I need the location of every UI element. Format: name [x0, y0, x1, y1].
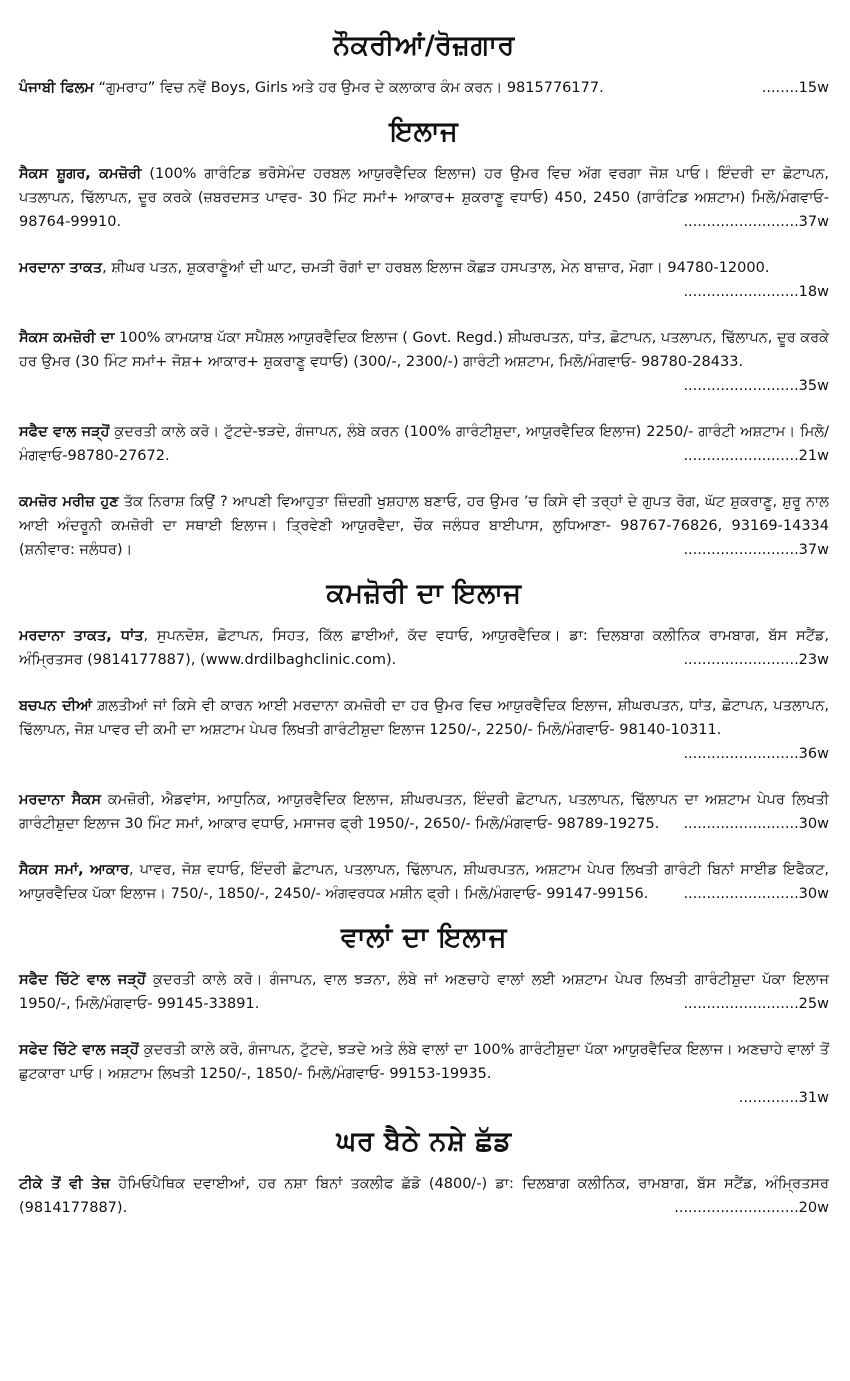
- ad-lead: ਮਰਦਾਨਾ ਸੈਕਸ: [19, 792, 101, 808]
- ad-item: [19, 326, 829, 398]
- ad-item: [19, 420, 829, 468]
- ad-lead: ਟੀਕੇ ਤੋਂ ਵੀ ਤੇਜ਼: [19, 1176, 111, 1192]
- ad-item: [19, 968, 829, 1016]
- ad-code: .........................18w: [683, 284, 829, 300]
- ad-body: ਕੁਦਰਤੀ ਕਾਲੇ ਕਰੋ। ਗੰਜਾਪਨ, ਵਾਲ ਝੜਨਾ, ਲੰਬੇ ਜਾਂ ਅਣਚਾਹੇ ਵਾਲਾਂ ਲਈ ਅਸ਼ਟਾਮ ਪੇਪਰ ਲਿਖਤੀ ਗਾਰੰਟੀਸ਼ੁਦਾ ਪੱਕਾ ਇਲਾਜ 1950/-, ਮਿਲੋ/ਮੰਗਵਾਓ- 99145-33891.: [19, 972, 829, 1012]
- section-title-treatment: ਇਲਾਜ: [389, 116, 459, 147]
- ad-lead: ਸੈਕਸ ਸਮਾਂ, ਆਕਾਰ: [19, 862, 129, 878]
- ad-item: [19, 490, 829, 562]
- ad-body: ਕੁਦਰਤੀ ਕਾਲੇ ਕਰੋ। ਟੁੱਟਦੇ-ਝੜਦੇ, ਗੰਜਾਪਨ, ਲੰਬੇ ਕਰਨ (100% ਗਾਰੰਟੀਸ਼ੁਦਾ, ਆਯੁਰਵੈਦਿਕ ਇਲਾਜ) 2250/- ਗਾਰੰਟੀ ਅਸ਼ਟਾਮ। ਮਿਲੋ/ਮੰਗਵਾਓ-98780-27672.: [19, 424, 829, 464]
- ad-code: .........................21w: [683, 448, 829, 464]
- ad-item: [19, 694, 829, 766]
- ad-body: ਗ਼ਲਤੀਆਂ ਜਾਂ ਕਿਸੇ ਵੀ ਕਾਰਨ ਆਈ ਮਰਦਾਨਾ ਕਮਜ਼ੋਰੀ ਦਾ ਹਰ ਉਮਰ ਵਿਚ ਆਯੁਰਵੈਦਿਕ ਇਲਾਜ, ਸ਼ੀਘਰਪਤਨ, ਧਾਂਤ, ਛੋਟਾਪਨ, ਪਤਲਾਪਨ, ਢਿੱਲਾਪਨ, ਜੋਸ਼ ਪਾਵਰ ਦੀ ਕਮੀ ਦਾ ਅਸ਼ਟਾਮ ਪੇਪਰ ਲਿਖਤੀ ਗਾਰੰਟੀਸ਼ੁਦਾ ਇਲਾਜ 1250/-, 2250/- ਮਿਲੋ/ਮੰਗਵਾਓ- 98140-10311.: [19, 698, 829, 738]
- ad-item: [19, 1172, 829, 1220]
- ad-body: 100% ਕਾਮਯਾਬ ਪੱਕਾ ਸਪੈਸ਼ਲ ਆਯੁਰਵੈਦਿਕ ਇਲਾਜ ( Govt. Regd.) ਸ਼ੀਘਰਪਤਨ, ਧਾਂਤ, ਛੋਟਾਪਨ, ਪਤਲਾਪਨ, ਢਿੱਲਾਪਨ, ਦੂਰ ਕਰਕੇ ਹਰ ਉਮਰ (30 ਮਿੰਟ ਸਮਾਂ+ ਜੋਸ਼+ ਆਕਾਰ+ ਸ਼ੁਕਰਾਣੂ ਵਧਾਓ) (300/-, 2300/-) ਗਾਰੰਟੀ ਅਸ਼ਟਾਮ, ਮਿਲੋ/ਮੰਗਵਾਓ- 98780-28433.: [19, 330, 829, 370]
- ad-code: .........................37w: [683, 542, 829, 558]
- ad-body: ਕੁਦਰਤੀ ਕਾਲੇ ਕਰੋ, ਗੰਜਾਪਨ, ਟੁੱਟਦੇ, ਝੜਦੇ ਅਤੇ ਲੰਬੇ ਵਾਲਾਂ ਦਾ 100% ਗਾਰੰਟੀਸ਼ੁਦਾ ਪੱਕਾ ਆਯੁਰਵੈਦਿਕ ਇਲਾਜ। ਅਣਚਾਹੇ ਵਾਲਾਂ ਤੋਂ ਛੁਟਕਾਰਾ ਪਾਓ। ਅਸ਼ਟਾਮ ਲਿਖਤੀ 1250/-, 1850/- ਮਿਲੋ/ਮੰਗਵਾਓ- 99153-19935.: [19, 1042, 829, 1082]
- ad-code: .........................30w: [683, 886, 829, 902]
- ad-body: , ਸ਼ੀਘਰ ਪਤਨ, ਸ਼ੁਕਰਾਣੂੰਆਂ ਦੀ ਘਾਟ, ਚਮੜੀ ਰੋਗਾਂ ਦਾ ਹਰਬਲ ਇਲਾਜ ਕੋਛੜ ਹਸਪਤਾਲ, ਮੇਨ ਬਾਜ਼ਾਰ, ਮੋਗਾ। 94780-12000.: [102, 260, 770, 276]
- ad-body: , ਸੁਪਨਦੋਸ਼, ਛੋਟਾਪਨ, ਸਿਹਤ, ਕਿੱਲ ਛਾਈਆਂ, ਕੱਦ ਵਧਾਓ, ਆਯੁਰਵੈਦਿਕ। ਡਾ: ਦਿਲਬਾਗ ਕਲੀਨਿਕ ਰਾਮਬਾਗ, ਬੱਸ ਸਟੈਂਡ, ਅੰਮ੍ਰਿਤਸਰ (9814177887), (www.drdilbaghclinic.com).: [19, 628, 829, 668]
- ad-body: ਹੋਮਿਓਪੈਥਿਕ ਦਵਾਈਆਂ, ਹਰ ਨਸ਼ਾ ਬਿਨਾਂ ਤਕਲੀਫ ਛੱਡੋ (4800/-) ਡਾ: ਦਿਲਬਾਗ ਕਲੀਨਿਕ, ਰਾਮਬਾਗ, ਬੱਸ ਸਟੈਂਡ, ਅੰਮ੍ਰਿਤਸਰ (9814177887).: [19, 1176, 829, 1216]
- ad-item: [19, 858, 829, 906]
- ad-lead: ਮਰਦਾਨਾ ਤਾਕਤ, ਧਾਂਤ: [19, 628, 144, 644]
- ad-lead: ਸਫੈਦ ਚਿੱਟੇ ਵਾਲ ਜੜ੍ਹੋਂ: [19, 972, 146, 988]
- section-title-hair: ਵਾਲਾਂ ਦਾ ਇਲਾਜ: [341, 922, 507, 953]
- ad-lead: ਸਫੈਦ ਵਾਲ ਜੜ੍ਹੋਂ: [19, 424, 110, 440]
- ad-lead: ਕਮਜ਼ੋਰ ਮਰੀਜ਼ ਹੁਣ: [19, 494, 119, 510]
- ad-code: .........................23w: [683, 652, 829, 668]
- section-title-addiction: ਘਰ ਬੈਠੇ ਨਸ਼ੇ ਛੱਡ: [336, 1126, 512, 1157]
- ad-body: ਤੱਕ ਨਿਰਾਸ਼ ਕਿਉਂ ? ਆਪਣੀ ਵਿਆਹੁਤਾ ਜ਼ਿੰਦਗੀ ਖੁਸ਼ਹਾਲ ਬਣਾਓ, ਹਰ ਉਮਰ ’ਚ ਕਿਸੇ ਵੀ ਤਰ੍ਹਾਂ ਦੇ ਗੁਪਤ ਰੋਗ, ਘੱਟ ਸ਼ੁਕਰਾਣੂ, ਸ਼ੁਰੂ ਨਾਲ ਆਈ ਅੰਦਰੂਨੀ ਕਮਜ਼ੋਰੀ ਦਾ ਸਥਾਈ ਇਲਾਜ। ਤ੍ਰਿਵੇਣੀ ਆਯੁਰਵੈਦਾ, ਚੌਕ ਜਲੰਧਰ ਬਾਈਪਾਸ, ਲੁਧਿਆਣਾ- 98767-76826, 93169-14334 (ਸ਼ਨੀਵਾਰ: ਜਲੰਧਰ)।: [19, 494, 829, 558]
- ad-body: (100% ਗਾਰੰਟਿਡ ਭਰੋਸੇਮੰਦ ਹਰਬਲ ਆਯੁਰਵੈਦਿਕ ਇਲਾਜ) ਹਰ ਉਮਰ ਵਿਚ ਅੱਗ ਵਰਗਾ ਜੋਸ਼ ਪਾਓ। ਇੰਦਰੀ ਦਾ ਛੋਟਾਪਨ, ਪਤਲਾਪਨ, ਢਿੱਲਾਪਨ, ਦੂਰ ਕਰਕੇ (ਜ਼ਬਰਦਸਤ ਪਾਵਰ- 30 ਮਿੰਟ ਸਮਾਂ+ ਆਕਾਰ+ ਸ਼ੁਕਰਾਣੂ ਵਧਾਓ) 450, 2450 (ਗਾਰੰਟਿਡ ਅਸ਼ਟਾਮ) ਮਿਲੋ/ਮੰਗਵਾਓ- 98764-99910.: [19, 166, 829, 230]
- ad-item: [19, 162, 829, 234]
- ad-lead: ਪੰਜਾਬੀ ਫਿਲਮ: [19, 80, 94, 96]
- ad-code: .........................30w: [683, 816, 829, 832]
- ad-code: ...........................20w: [674, 1200, 829, 1216]
- ad-code: .........................36w: [683, 746, 829, 762]
- ad-body: ਕਮਜ਼ੋਰੀ, ਐਡਵਾਂਸ, ਆਧੁਨਿਕ, ਆਯੁਰਵੈਦਿਕ ਇਲਾਜ, ਸ਼ੀਘਰਪਤਨ, ਇੰਦਰੀ ਛੋਟਾਪਨ, ਪਤਲਾਪਨ, ਢਿੱਲਾਪਨ ਦਾ ਅਸ਼ਟਾਮ ਪੇਪਰ ਲਿਖਤੀ ਗਾਰੰਟੀਸ਼ੁਦਾ ਇਲਾਜ 30 ਮਿੰਟ ਸਮਾਂ, ਆਕਾਰ ਵਧਾਓ, ਮਸਾਜਰ ਫ੍ਰੀ 1950/-, 2650/- ਮਿਲੋ/ਮੰਗਵਾਓ- 98789-19275.: [19, 792, 829, 832]
- ad-code: .........................35w: [683, 378, 829, 394]
- ad-body: , ਪਾਵਰ, ਜੋਸ਼ ਵਧਾਓ, ਇੰਦਰੀ ਛੋਟਾਪਨ, ਪਤਲਾਪਨ, ਢਿੱਲਾਪਨ, ਸ਼ੀਘਰਪਤਨ, ਅਸ਼ਟਾਮ ਪੇਪਰ ਲਿਖਤੀ ਗਾਰੰਟੀ ਬਿਨਾਂ ਸਾਈਡ ਇਫੈਕਟ, ਆਯੁਰਵੈਦਿਕ ਪੱਕਾ ਇਲਾਜ। 750/-, 1850/-, 2450/- ਅੰਗਵਰਧਕ ਮਸ਼ੀਨ ਫ੍ਰੀ। ਮਿਲੋ/ਮੰਗਵਾਓ- 99147-99156.: [19, 862, 829, 902]
- ad-lead: ਬਚਪਨ ਦੀਆਂ: [19, 698, 92, 714]
- ad-item: [19, 76, 829, 100]
- ad-item: [19, 624, 829, 672]
- ad-lead: ਸੈਕਸ ਕਮਜ਼ੋਰੀ ਦਾ: [19, 330, 115, 346]
- ad-item: [19, 788, 829, 836]
- ad-lead: ਸਫੇਦ ਚਿੱਟੇ ਵਾਲ ਜੜ੍ਹੋਂ: [19, 1042, 139, 1058]
- ad-item: [19, 1038, 829, 1110]
- ad-code: .............31w: [738, 1090, 829, 1106]
- ad-item: [19, 256, 829, 304]
- ad-code: ........15w: [761, 80, 829, 96]
- section-title-weakness: ਕਮਜ਼ੋਰੀ ਦਾ ਇਲਾਜ: [326, 578, 522, 609]
- ad-code: .........................37w: [683, 214, 829, 230]
- ad-lead: ਸੈਕਸ ਸ਼ੂਗਰ, ਕਮਜ਼ੋਰੀ: [19, 166, 142, 182]
- section-title-jobs: ਨੌਕਰੀਆਂ/ਰੋਜ਼ਗਾਰ: [333, 30, 515, 61]
- ad-lead: ਮਰਦਾਨਾ ਤਾਕਤ: [19, 260, 103, 276]
- ad-code: .........................25w: [683, 996, 829, 1012]
- ad-body: “ਗੁਮਰਾਹ” ਵਿਚ ਨਵੇਂ Boys, Girls ਅਤੇ ਹਰ ਉਮਰ ਦੇ ਕਲਾਕਾਰ ਕੰਮ ਕਰਨ। 9815776177.: [93, 80, 604, 96]
